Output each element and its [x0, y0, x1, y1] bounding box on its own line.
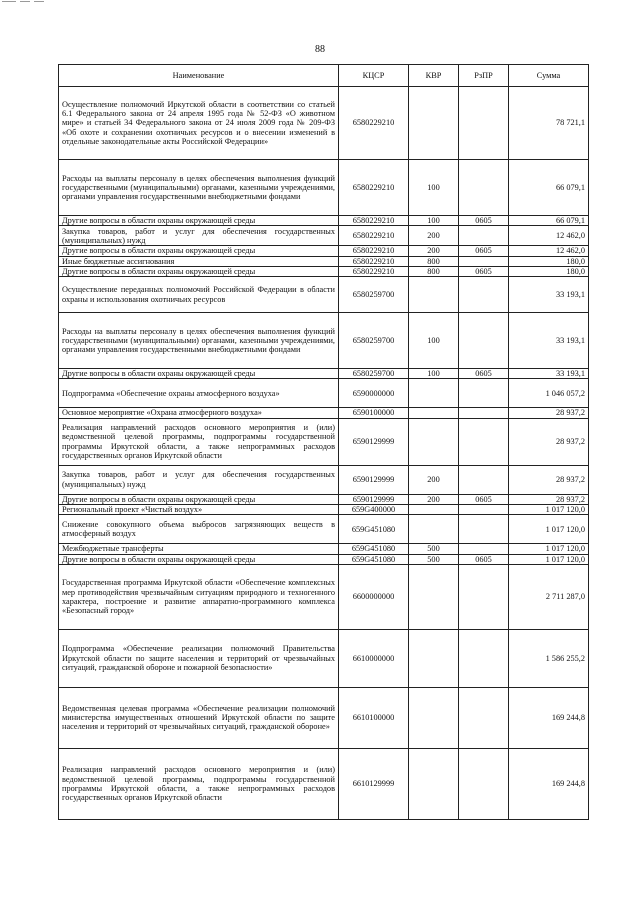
cell-sum: 1 017 120,0 [509, 504, 589, 514]
table-row [59, 544, 589, 554]
cell-rzpr [459, 256, 509, 266]
cell-kvr: 200 [409, 226, 459, 246]
cell-kcsr: 659G451080 [339, 544, 409, 554]
cell-kvr: 500 [409, 554, 459, 564]
cell-rzpr: 0605 [459, 554, 509, 564]
cell-kcsr: 6590000000 [339, 379, 409, 408]
cell-kvr [409, 277, 459, 313]
cell-name: Другие вопросы в области охраны окружающей среды [59, 266, 339, 276]
cell-name: Осуществление полномочий Иркутской области в соответствии со статьей 6.1 Федерального закона от 24 апреля 1995 года № 52-ФЗ «О животном мире» и статьей 34 Федерального закона от 24 июля 2009 года № 209-ФЗ «Об охоте и сохранении охотничьих ресурсов и о внесении изменений в отдельные законодательные акты Российской Федерации» [59, 87, 339, 160]
table-row [59, 160, 589, 216]
cell-kcsr: 6580259700 [339, 277, 409, 313]
table-row [59, 504, 589, 514]
cell-rzpr [459, 504, 509, 514]
cell-rzpr [459, 748, 509, 819]
cell-kcsr: 6590129999 [339, 465, 409, 494]
cell-name: Иные бюджетные ассигнования [59, 256, 339, 266]
cell-kvr: 200 [409, 246, 459, 256]
cell-name: Подпрограмма «Обеспечение охраны атмосферного воздуха» [59, 379, 339, 408]
cell-kcsr: 659G451080 [339, 554, 409, 564]
budget-table [58, 64, 589, 820]
cell-name: Ведомственная целевая программа «Обеспечение реализации полномочий министерства имущественных отношений Иркутской области по защите населения и территорий от чрезвычайных ситуаций, гражданской обороне» [59, 687, 339, 748]
table-row [59, 369, 589, 379]
cell-rzpr [459, 408, 509, 418]
cell-sum: 28 937,2 [509, 418, 589, 465]
cell-rzpr [459, 687, 509, 748]
cell-sum: 28 937,2 [509, 465, 589, 494]
table-row [59, 226, 589, 246]
table-row [59, 408, 589, 418]
cell-rzpr [459, 313, 509, 369]
header-rzpr: РзПР [459, 65, 509, 87]
cell-sum: 1 017 120,0 [509, 554, 589, 564]
cell-kvr [409, 515, 459, 544]
cell-kvr [409, 748, 459, 819]
header-name: Наименование [59, 65, 339, 87]
cell-kvr: 200 [409, 465, 459, 494]
cell-rzpr [459, 418, 509, 465]
table-row [59, 418, 589, 465]
cell-rzpr [459, 277, 509, 313]
cell-rzpr [459, 564, 509, 629]
cell-name: Другие вопросы в области охраны окружающей среды [59, 216, 339, 226]
cell-kvr [409, 379, 459, 408]
cell-kcsr: 6580229210 [339, 226, 409, 246]
cell-sum: 28 937,2 [509, 408, 589, 418]
cell-sum: 180,0 [509, 256, 589, 266]
cell-kvr [409, 418, 459, 465]
cell-kvr: 100 [409, 313, 459, 369]
cell-name: Реализация направлений расходов основного мероприятия и (или) ведомственной целевой программы, подпрограммы государственной программы Иркутской области, а также непрограммных расходов государственных органов Иркутской области [59, 748, 339, 819]
cell-kcsr: 659G400000 [339, 504, 409, 514]
table-row [59, 687, 589, 748]
cell-sum: 169 244,8 [509, 687, 589, 748]
cell-sum: 1 017 120,0 [509, 544, 589, 554]
cell-kvr [409, 504, 459, 514]
cell-kcsr: 6580259700 [339, 369, 409, 379]
cell-kvr [409, 629, 459, 687]
cell-kcsr: 6580229210 [339, 256, 409, 266]
table-row [59, 313, 589, 369]
cell-kvr: 100 [409, 369, 459, 379]
cell-rzpr [459, 87, 509, 160]
cell-kcsr: 659G451080 [339, 515, 409, 544]
cell-sum: 1 046 057,2 [509, 379, 589, 408]
cell-sum: 33 193,1 [509, 369, 589, 379]
cell-kcsr: 6580259700 [339, 313, 409, 369]
cell-name: Осуществление переданных полномочий Российской Федерации в области охраны и использования охотничьих ресурсов [59, 277, 339, 313]
cell-name: Другие вопросы в области охраны окружающей среды [59, 246, 339, 256]
table-row [59, 216, 589, 226]
table-row [59, 277, 589, 313]
table-row [59, 465, 589, 494]
table-header-row [59, 65, 589, 87]
table-row [59, 246, 589, 256]
table-row [59, 87, 589, 160]
cell-kvr: 500 [409, 544, 459, 554]
table-row [59, 515, 589, 544]
cell-name: Межбюджетные трансферты [59, 544, 339, 554]
cell-kcsr: 6580229210 [339, 87, 409, 160]
cell-name: Основное мероприятие «Охрана атмосферного воздуха» [59, 408, 339, 418]
cell-kvr: 800 [409, 266, 459, 276]
table-row [59, 266, 589, 276]
cell-rzpr [459, 379, 509, 408]
cell-rzpr: 0605 [459, 246, 509, 256]
header-kvr: КВР [409, 65, 459, 87]
cell-kcsr: 6580229210 [339, 266, 409, 276]
scan-corner-mark [0, 0, 46, 4]
header-sum: Сумма [509, 65, 589, 87]
cell-name: Расходы на выплаты персоналу в целях обеспечения выполнения функций государственными (муниципальными) органами, казенными учреждениями, органами управления государственными внебюджетными фондами [59, 160, 339, 216]
cell-sum: 2 711 287,0 [509, 564, 589, 629]
cell-kcsr: 6590129999 [339, 494, 409, 504]
cell-rzpr [459, 515, 509, 544]
cell-rzpr: 0605 [459, 216, 509, 226]
cell-rzpr: 0605 [459, 494, 509, 504]
table-row [59, 748, 589, 819]
cell-kcsr: 6580229210 [339, 246, 409, 256]
cell-rzpr [459, 465, 509, 494]
cell-sum: 66 079,1 [509, 216, 589, 226]
cell-name: Другие вопросы в области охраны окружающей среды [59, 554, 339, 564]
cell-kvr: 800 [409, 256, 459, 266]
cell-name: Закупка товаров, работ и услуг для обеспечения государственных (муниципальных) нужд [59, 226, 339, 246]
cell-sum: 33 193,1 [509, 277, 589, 313]
cell-sum: 169 244,8 [509, 748, 589, 819]
cell-rzpr [459, 629, 509, 687]
cell-sum: 12 462,0 [509, 226, 589, 246]
table-row [59, 494, 589, 504]
cell-sum: 1 586 255,2 [509, 629, 589, 687]
cell-kvr: 200 [409, 494, 459, 504]
cell-kcsr: 6580229210 [339, 160, 409, 216]
cell-sum: 1 017 120,0 [509, 515, 589, 544]
cell-kvr [409, 87, 459, 160]
cell-name: Другие вопросы в области охраны окружающей среды [59, 494, 339, 504]
cell-kcsr: 6610129999 [339, 748, 409, 819]
cell-kvr [409, 408, 459, 418]
cell-name: Реализация направлений расходов основного мероприятия и (или) ведомственной целевой программы, подпрограммы государственной программы Иркутской области, а также непрограммных расходов государственных органов Иркутской области [59, 418, 339, 465]
table-row [59, 564, 589, 629]
cell-sum: 12 462,0 [509, 246, 589, 256]
cell-name: Региональный проект «Чистый воздух» [59, 504, 339, 514]
cell-kcsr: 6610000000 [339, 629, 409, 687]
cell-name: Закупка товаров, работ и услуг для обеспечения государственных (муниципальных) нужд [59, 465, 339, 494]
table-row [59, 379, 589, 408]
table-row [59, 256, 589, 266]
cell-kvr [409, 687, 459, 748]
cell-name: Снижение совокупного объема выбросов загрязняющих веществ в атмосферный воздух [59, 515, 339, 544]
cell-kcsr: 6580229210 [339, 216, 409, 226]
cell-sum: 66 079,1 [509, 160, 589, 216]
table-row [59, 629, 589, 687]
cell-kcsr: 6590100000 [339, 408, 409, 418]
cell-sum: 78 721,1 [509, 87, 589, 160]
cell-kcsr: 6600000000 [339, 564, 409, 629]
page-number: 88 [315, 44, 325, 55]
cell-kvr: 100 [409, 160, 459, 216]
cell-kvr [409, 564, 459, 629]
cell-rzpr [459, 544, 509, 554]
cell-sum: 180,0 [509, 266, 589, 276]
cell-name: Государственная программа Иркутской области «Обеспечение комплексных мер противодействия чрезвычайным ситуациям природного и техногенного характера, построение и развитие аппаратно-программного комплекса «Безопасный город» [59, 564, 339, 629]
cell-rzpr [459, 160, 509, 216]
cell-name: Подпрограмма «Обеспечение реализации полномочий Правительства Иркутской области по защите населения и территорий от чрезвычайных ситуаций, гражданской обороне и пожарной безопасности» [59, 629, 339, 687]
header-kcsr: КЦСР [339, 65, 409, 87]
cell-rzpr: 0605 [459, 266, 509, 276]
cell-kcsr: 6610100000 [339, 687, 409, 748]
cell-sum: 33 193,1 [509, 313, 589, 369]
cell-sum: 28 937,2 [509, 494, 589, 504]
table-row [59, 554, 589, 564]
cell-name: Расходы на выплаты персоналу в целях обеспечения выполнения функций государственными (муниципальными) органами, казенными учреждениями, органами управления государственными внебюджетными фондами [59, 313, 339, 369]
cell-kvr: 100 [409, 216, 459, 226]
cell-name: Другие вопросы в области охраны окружающей среды [59, 369, 339, 379]
cell-rzpr: 0605 [459, 369, 509, 379]
cell-rzpr [459, 226, 509, 246]
cell-kcsr: 6590129999 [339, 418, 409, 465]
